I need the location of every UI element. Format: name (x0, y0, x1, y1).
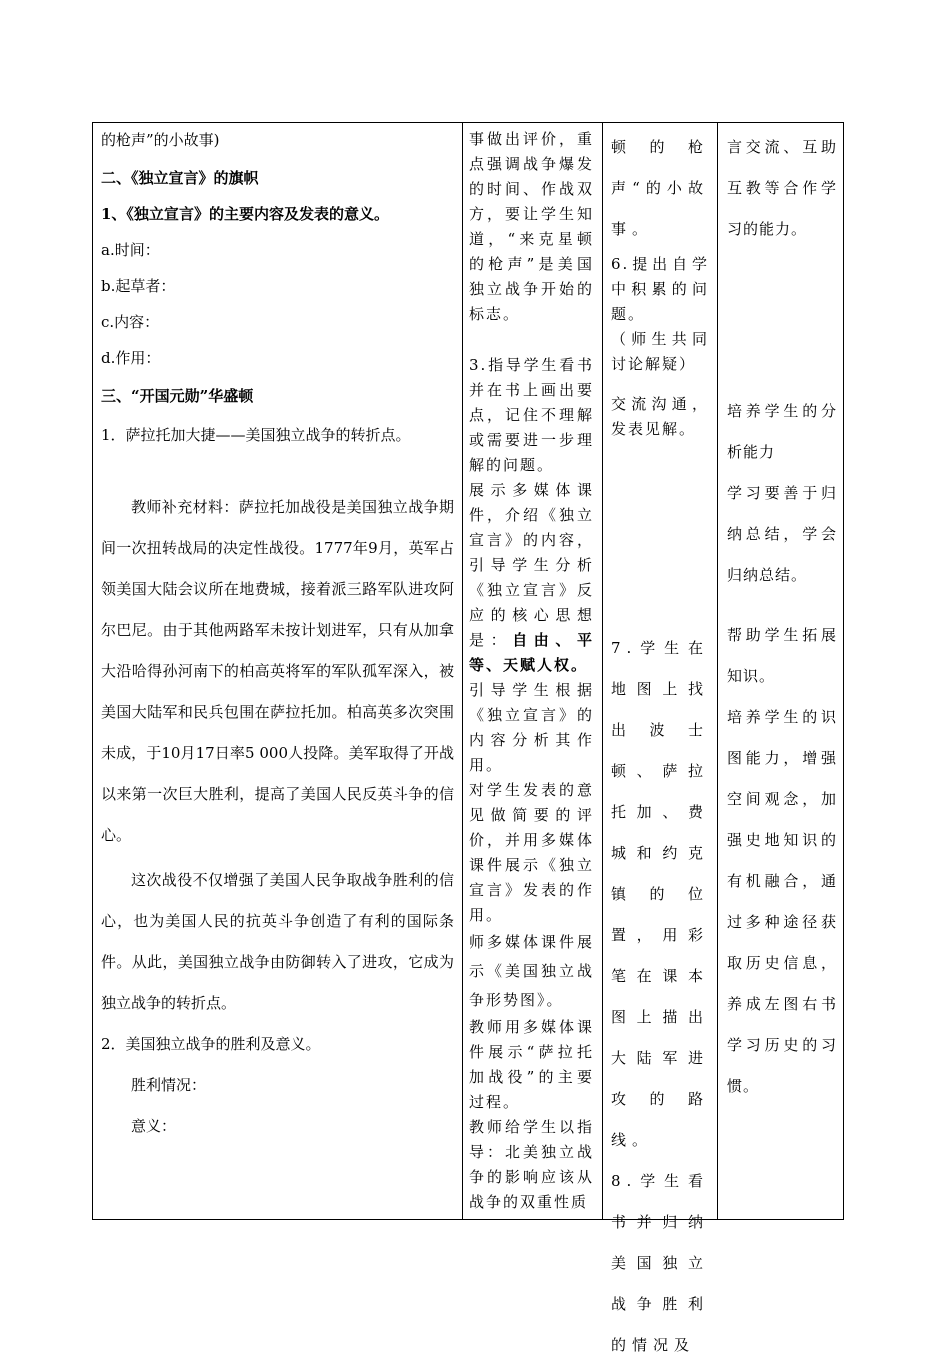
subheading: 1．萨拉托加大捷——美国独立战争的转折点。 (101, 426, 411, 444)
student-text: 交流沟通，发表见解。 (611, 395, 709, 438)
activity-text: 教师给学生以指导：北美独立战争的影响应该从战争的双重性质 (469, 1118, 594, 1211)
item-drafter: b.起草者： (101, 277, 176, 295)
activity-text (469, 478, 594, 678)
student-text: 7.学生在地图上找出波士顿、萨拉托加、费城和约克镇的位置，用彩笔在课本图上描出大陆军进攻的路线。 (611, 639, 709, 1149)
intent-text: 学习要善于归纳总结，学会归纳总结。 (727, 484, 837, 584)
story-line: 的枪声”的小故事) (101, 131, 220, 149)
student-text: 顿的枪声“的小故事。 (611, 138, 709, 238)
intent-text: 帮助学生拓展知识。 (727, 626, 837, 685)
activity-text: 事做出评价，重点强调战争爆发的时间、作战双方，要让学生知道，“来克星顿的枪声”是美国独立战争开始的标志。 (469, 130, 594, 323)
activity-text: 对学生发表的意见做简要的评价，并用多媒体课件展示《独立宣言》发表的作用。 (469, 781, 594, 924)
section-heading-2: 二、《独立宣言》的旗帜 (101, 169, 259, 187)
subheading: 2．美国独立战争的胜利及意义。 (101, 1035, 321, 1053)
activity-text-plain: 展示多媒体课件，介绍《独立宣言》的内容，引导学生分析《独立宣言》反应的核心思想是： (469, 481, 594, 649)
item-role: d.作用： (101, 349, 161, 367)
design-intent-column (717, 123, 843, 1219)
activity-text: 引导学生根据《独立宣言》的内容分析其作用。 (469, 681, 594, 774)
content-column (93, 123, 462, 1219)
intent-text: 言交流、互助互教等合作学习的能力。 (727, 138, 837, 238)
victory-label: 胜利情况： (131, 1076, 207, 1094)
student-text: （师生共同讨论解疑） (611, 330, 709, 373)
supplement-paragraph: 教师补充材料：萨拉托加战役是美国独立战争期间一次扭转战局的决定性战役。1777年9月，英军占领美国大陆会议所在地费城，接着派三路军队进攻阿尔巴尼。由于其他两路军未按计划进军，只有从加拿大沿哈得孙河南下的柏高英将军的军队孤军深入，被美国大陆军和民兵包围在萨拉托加。柏高英多次突围未成，于10月17日率5 000人投降。美军取得了开战以来第一次巨大胜利，提高了美国人民反英斗争的信心。 (101, 498, 454, 844)
core-ideas: 自由、平等、天赋人权。 (469, 631, 594, 674)
conclusion-paragraph: 这次战役不仅增强了美国人民争取战争胜利的信心，也为美国人民的抗英斗争创造了有利的国际条件。从此，美国独立战争由防御转入了进攻，它成为独立战争的转折点。 (101, 871, 454, 1012)
teacher-activity-column (462, 123, 602, 1219)
meaning-label: 意义： (131, 1117, 177, 1135)
activity-text: 教师用多媒体课件展示“萨拉托加战役”的主要过程。 (469, 1018, 594, 1111)
activity-text: 师多媒体课件展示《美国独立战争形势图》。 (469, 933, 594, 1009)
intent-text: 培养学生的识图能力，增强空间观念，加强史地知识的有机融合，通过多种途径获取历史信息，养成左图右书学习历史的习惯。 (727, 708, 837, 1095)
student-text: 8.学生看书并归纳美国独立战争胜利的情况及 (611, 1172, 709, 1354)
subheading: 1、《独立宣言》的主要内容及发表的意义。 (101, 205, 389, 223)
student-activity-column (602, 123, 717, 1354)
student-text: 6.提出自学中积累的问题。 (611, 255, 709, 323)
section-heading-3: 三、“开国元勋”华盛顿 (101, 387, 254, 405)
intent-text: 培养学生的分析能力 (727, 402, 837, 461)
item-content: c.内容： (101, 313, 160, 331)
activity-text: 3.指导学生看书并在书上画出要点，记住不理解或需要进一步理解的问题。 (469, 356, 594, 474)
lesson-table (92, 122, 844, 1354)
item-time: a.时间： (101, 241, 160, 259)
